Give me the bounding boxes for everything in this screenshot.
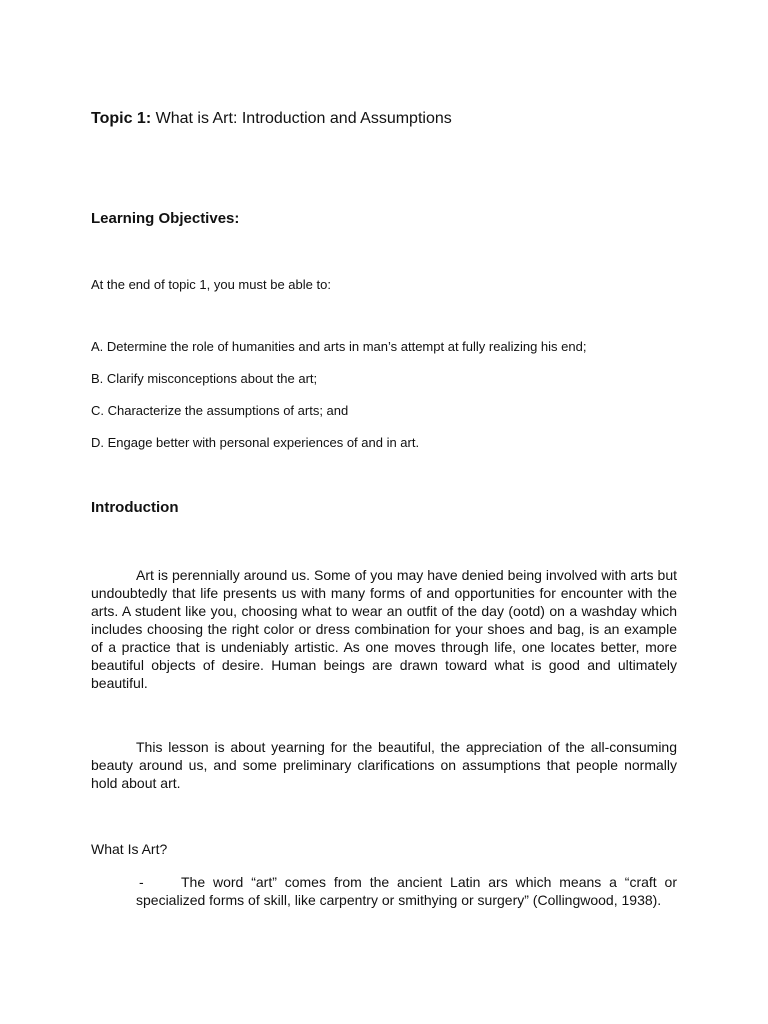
what-is-art-heading: What Is Art? [91,841,168,857]
objective-item-d: D. Engage better with personal experiences of and in art. [91,435,420,450]
objective-item-a: A. Determine the role of humanities and arts in man’s attempt at fully realizing his end; [91,339,587,354]
intro-paragraph-1: Art is perennially around us. Some of you may have denied being involved with arts but undoubtedly that life presents us with many forms of and opportunities for encounter with the arts. A student like you, choosing what to wear an outfit of the day (ootd) on a washday which includes choosing the right color or dress combination for your shoes and bag, is an example of a practice that is undeniably artistic. As one moves through life, one locates better, more beautiful objects of desire. Human beings are drawn toward what is good and ultimately beautiful. [91,567,677,691]
objective-item-c: C. Characterize the assumptions of arts; and [91,403,349,418]
objectives-intro: At the end of topic 1, you must be able to: [91,277,331,292]
title-lead: Topic 1: [91,110,152,127]
introduction-heading: Introduction [91,499,179,516]
page-title [91,109,452,129]
bullet-dash: - [139,874,144,890]
intro-paragraph-2: This lesson is about yearning for the beautiful, the appreciation of the all-consuming beauty around us, and some preliminary clarifications on assumptions that people normally hold about art. [91,739,677,791]
learning-objectives-heading: Learning Objectives: [91,210,240,227]
bullet-text: The word “art” comes from the ancient Latin ars which means a “craft or specialized forms of skill, like carpentry or smithying or surgery” (Collingwood, 1938). [136,874,677,908]
objective-item-b: B. Clarify misconceptions about the art; [91,371,318,386]
title-rest: What is Art: Introduction and Assumptions [151,110,452,127]
list-item [136,873,677,909]
